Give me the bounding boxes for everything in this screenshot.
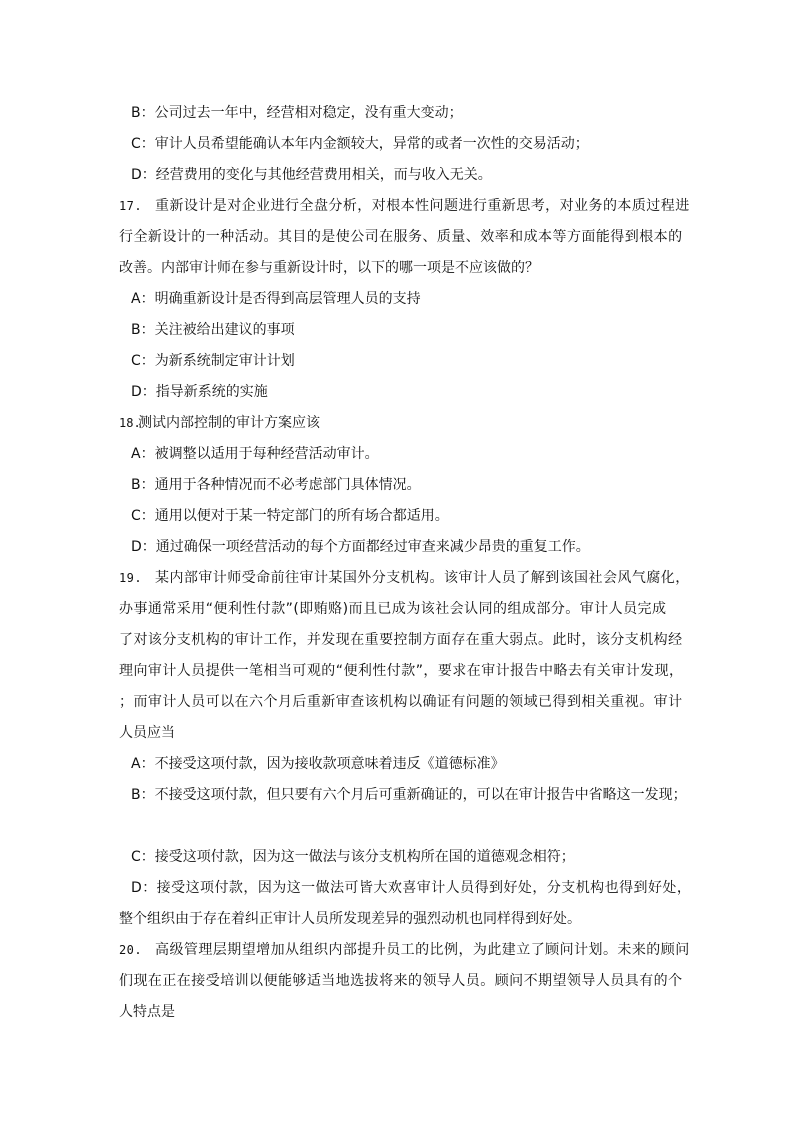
question-19-stem-line-5: ；而审计人员可以在六个月后重新审查该机构以确证有问题的领域已得到相关重视。审计 [119, 694, 683, 710]
option-19-a: A：不接受这项付款，因为接收款项意味着违反《道德标准》 [131, 756, 505, 772]
question-18-number: 18. [119, 416, 141, 430]
question-19-stem-line-1: 19. 某内部审计师受命前往审计某国外分支机构。该审计人员了解到该国社会风气腐化， [119, 570, 690, 586]
question-19-number: 19. [119, 571, 143, 585]
option-18-d: D：通过确保一项经营活动的每个方面都经过审查来减少昂贵的重复工作。 [131, 539, 590, 555]
option-16-b: B：公司过去一年中，经营相对稳定，没有重大变动； [131, 105, 463, 121]
option-16-d: D：经营费用的变化与其他经营费用相关，而与收入无关。 [131, 167, 492, 183]
option-17-d: D：指导新系统的实施 [131, 384, 268, 400]
question-19-stem-line-4: 理向审计人员提供一笔相当可观的“便利性付款”，要求在审计报告中略去有关审计发现， [119, 663, 684, 679]
option-19-d-continued: 整个组织由于存在着纠正审计人员所发现差异的强烈动机也同样得到好处。 [119, 911, 581, 927]
option-19-d: D：接受这项付款，因为这一做法可皆大欢喜审计人员得到好处，分支机构也得到好处， [131, 880, 692, 896]
question-19-stem-line-2: 办事通常采用“便利性付款”(即贿赂)而且已成为该社会认同的组成部分。审计人员完成 [119, 601, 667, 617]
option-17-c: C：为新系统制定审计计划 [131, 353, 295, 369]
question-18-stem-line-1: 18.测试内部控制的审计方案应该 [119, 415, 320, 431]
question-20-stem-line-2: 们现在正在接受培训以便能够适当地选拔将来的领导人员。顾问不期望领导人员具有的个 [119, 973, 683, 989]
option-18-a: A：被调整以适用于每种经营活动审计。 [131, 446, 379, 462]
option-18-b: B：通用于各种情况而不必考虑部门具体情况。 [131, 477, 421, 493]
question-19-stem-line-6: 人员应当 [119, 725, 175, 741]
option-19-b: B：不接受这项付款，但只要有六个月后可重新确证的，可以在审计报告中省略这一发现； [131, 787, 687, 803]
question-17-stem-line-1: 17. 重新设计是对企业进行全盘分析，对根本性问题进行重新思考，对业务的本质过程进 [119, 198, 690, 214]
question-17-number: 17. [119, 199, 143, 213]
option-18-c: C：通用以便对于某一特定部门的所有场合都适用。 [131, 508, 449, 524]
question-19-stem-line-3: 了对该分支机构的审计工作，并发现在重要控制方面存在重大弱点。此时，该分支机构经 [119, 632, 683, 648]
option-17-b: B：关注被给出建议的事项 [131, 322, 295, 338]
question-20-stem-line-3: 人特点是 [119, 1004, 175, 1020]
question-17-stem-line-2: 行全新设计的一种活动。其目的是使公司在服务、质量、效率和成本等方面能得到根本的 [119, 229, 683, 245]
question-20-number: 20. [119, 943, 143, 957]
question-20-stem-line-1: 20. 高级管理层期望增加从组织内部提升员工的比例，为此建立了顾问计划。未来的顾问 [119, 942, 690, 958]
option-16-c: C：审计人员希望能确认本年内金额较大，异常的或者一次性的交易活动； [131, 136, 589, 152]
option-19-c: C：接受这项付款，因为这一做法与该分支机构所在国的道德观念相符； [131, 849, 575, 865]
option-17-a: A：明确重新设计是否得到高层管理人员的支持 [131, 291, 421, 307]
question-17-stem-line-3: 改善。内部审计师在参与重新设计时，以下的哪一项是不应该做的？ [119, 260, 539, 276]
